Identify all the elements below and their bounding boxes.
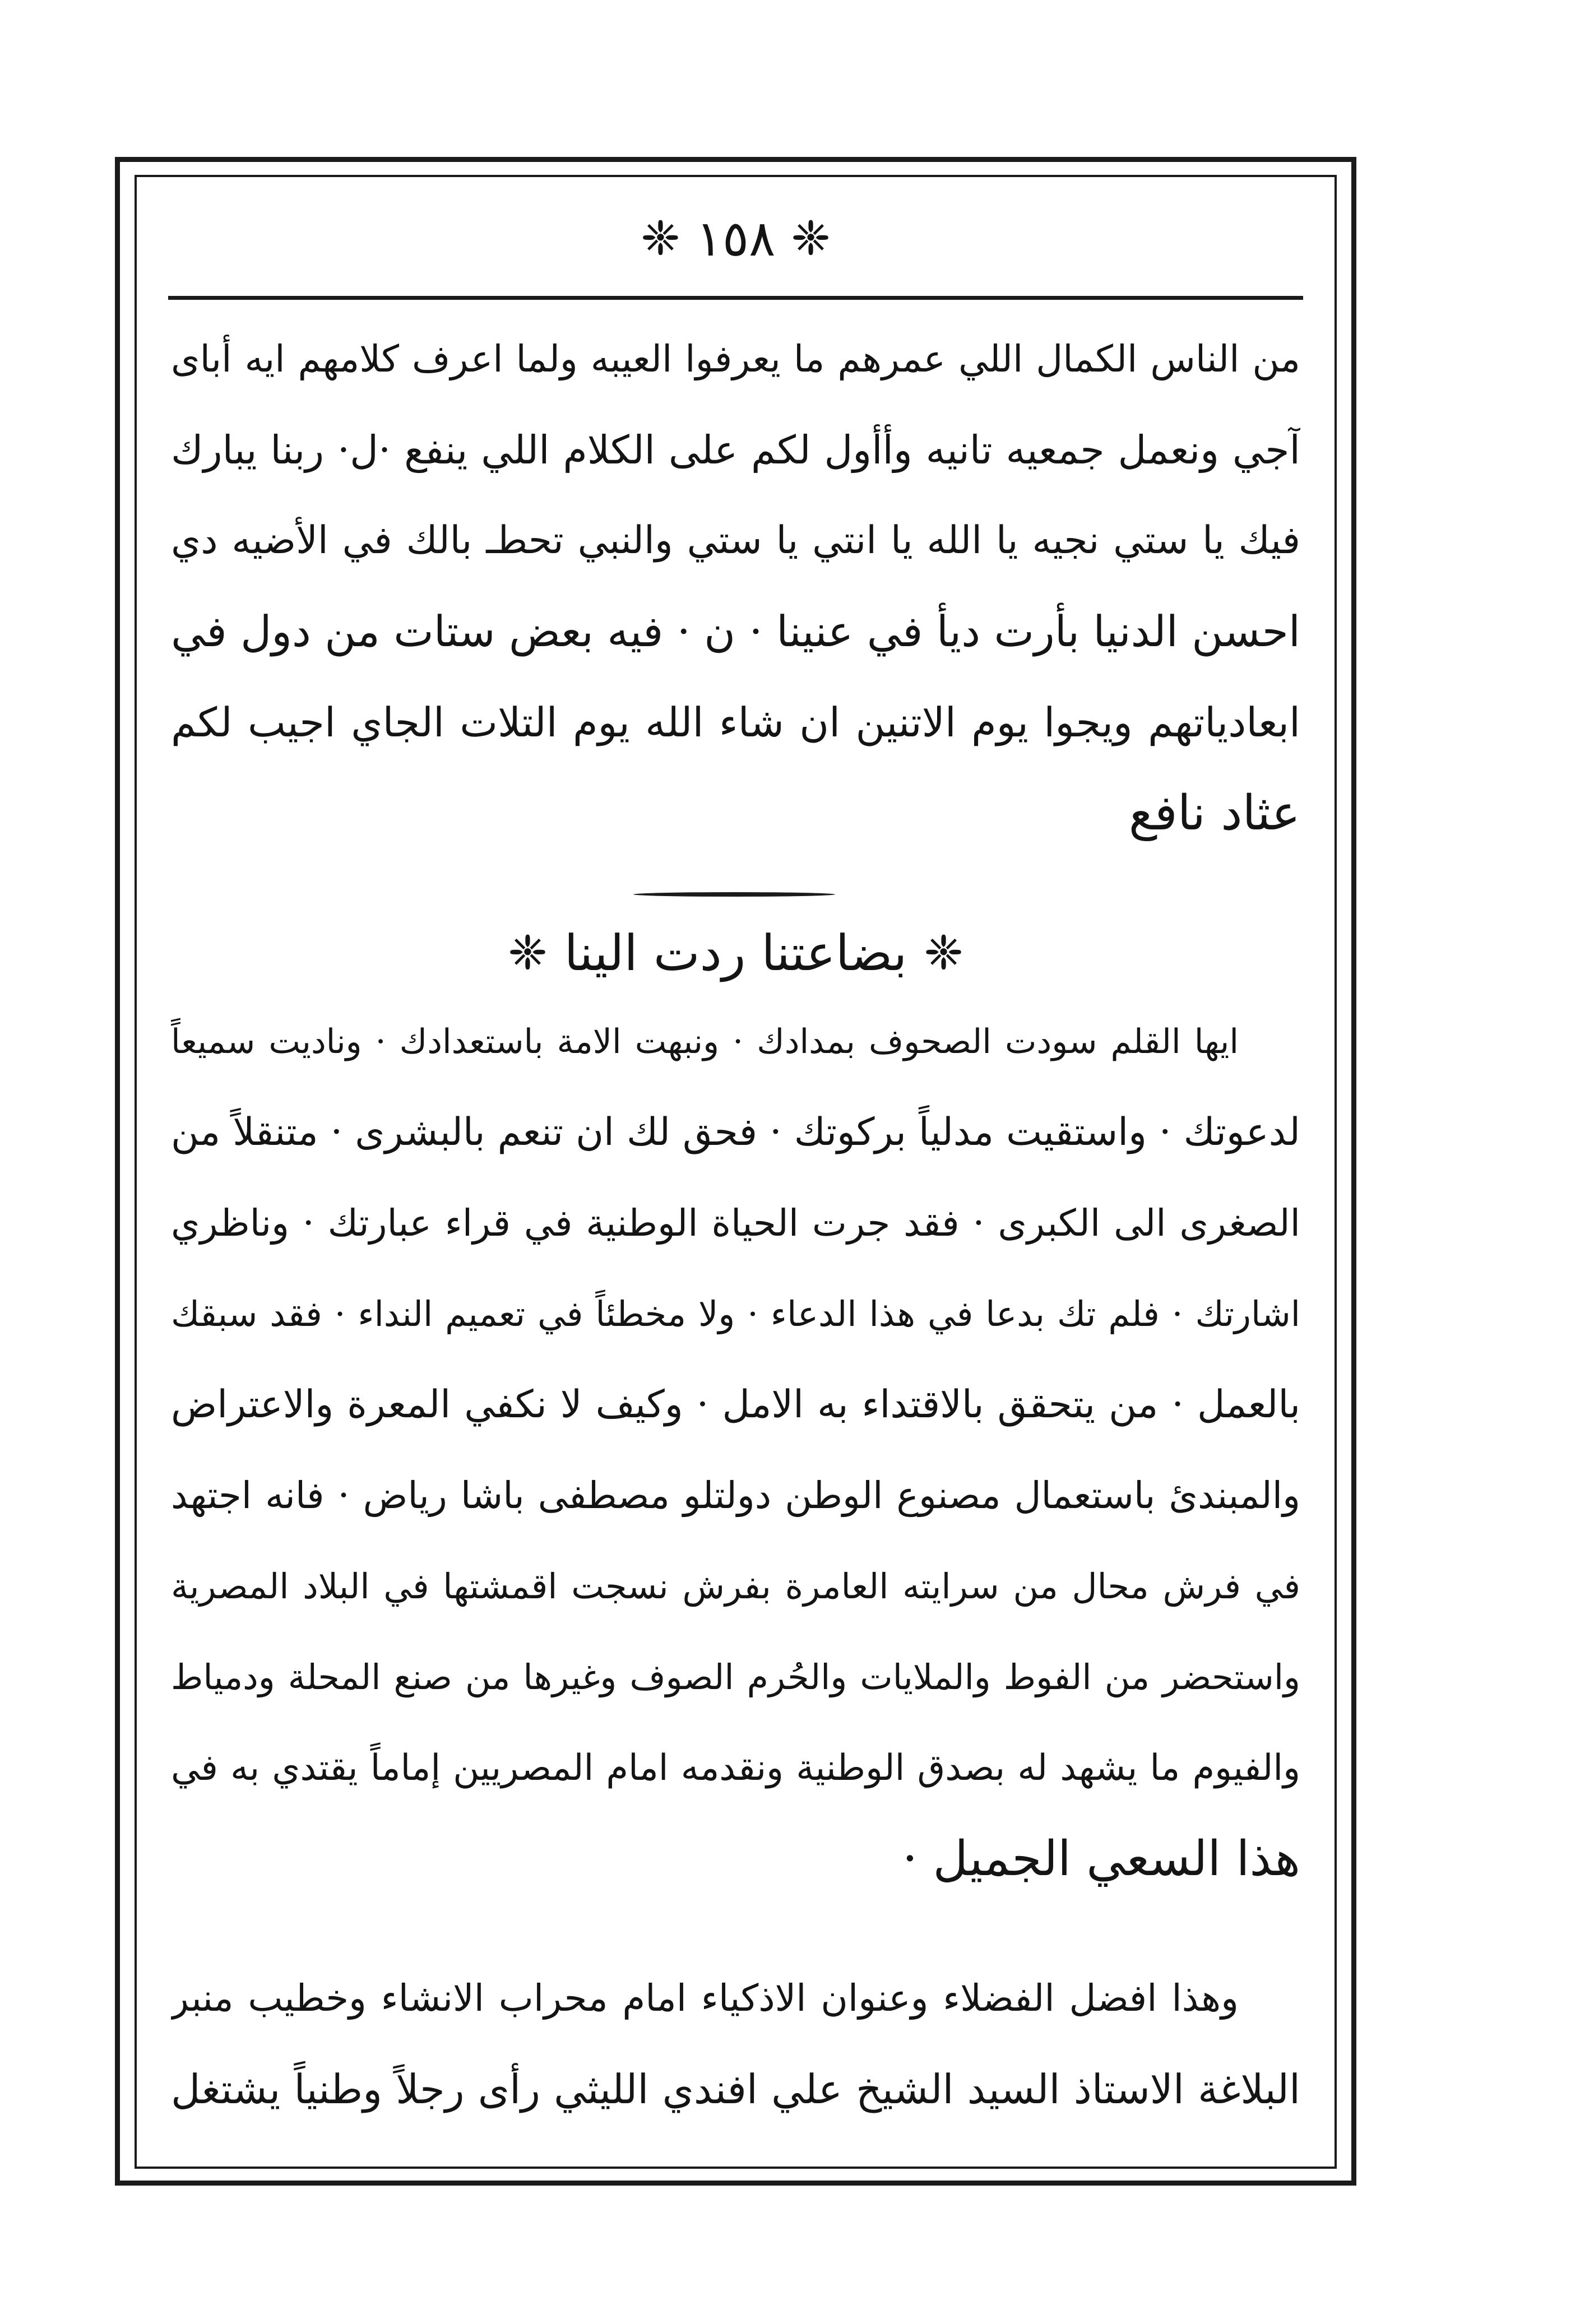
ornament-icon: ❈ (791, 211, 831, 266)
text-line: البلاغة الاستاذ السيد الشيخ علي افندي الليثي رأى رجلاً وطنياً يشتغل (171, 2066, 1300, 2113)
paragraph-continued (171, 314, 1300, 859)
header-rule (168, 296, 1303, 300)
text-line: والمبندئ باستعمال مصنوع الوطن دولتلو مصطفى باشا رياض · فانه اجتهد (171, 1474, 1300, 1517)
text-line: من الناس الكمال اللي عمرهم ما يعرفوا العيبه ولما اعرف كلامهم ايه أباى (171, 337, 1300, 381)
text-line: الصغرى الى الكبرى · فقد جرت الحياة الوطنية في قراء عبارتك · وناظري (171, 1202, 1300, 1245)
text-line: لدعوتك · واستقيت مدلياً بركوتك · فحق لك ان تنعم بالبشرى · متنقلاً من (171, 1110, 1300, 1154)
ornament-icon: ❈ (924, 925, 963, 980)
text-line: بالعمل · من يتحقق بالاقتداء به الامل · وكيف لا نكفي المعرة والاعتراض (171, 1383, 1300, 1427)
text-line: فيك يا ستي نجيه يا الله يا انتي يا ستي والنبي تحطـ بالك في الأضيه دي (171, 518, 1300, 563)
text-line: واستحضر من الفوط والملايات والحُرم الصوف وغيرها من صنع المحلة ودمياط (171, 1657, 1300, 1697)
text-line: ايها القلم سودت الصحوف بمدادك · ونبهت الامة باستعدادك · وناديت سميعاً (171, 1022, 1239, 1061)
text-line: احسن الدنيا بأرت ديأ في عنينا · ن · فيه بعض ستات من دول في (171, 606, 1300, 656)
text-line: آجي ونعمل جمعيه تانيه وأأول لكم على الكلام اللي ينفع ·ل· ربنا يبارك (171, 427, 1300, 473)
section-divider (633, 892, 835, 897)
page-header (135, 207, 1337, 269)
text-line: والفيوم ما يشهد له بصدق الوطنية ونقدمه امام المصريين إماماً يقتدي به في (171, 1747, 1300, 1789)
text-line: في فرش محال من سرايته العامرة بفرش نسجت اقمشتها في البلاد المصرية (171, 1566, 1300, 1607)
page-number: ١٥٨ (696, 209, 776, 267)
paragraph-article (171, 996, 1300, 1904)
paragraph-next (171, 1953, 1300, 2135)
section-title-text: بضاعتنا ردت الينا (564, 924, 907, 982)
text-line: وهذا افضل الفضلاء وعنوان الاذكياء امام محراب الانشاء وخطيب منبر (171, 1977, 1239, 2020)
text-line: عثاد نافع (1128, 785, 1300, 841)
section-title (135, 919, 1337, 986)
text-line: اشارتك · فلم تك بدعا في هذا الدعاء · ولا مخطئاً في تعميم النداء · فقد سبقك (171, 1293, 1300, 1334)
ornament-icon: ❈ (641, 211, 680, 266)
text-line: ابعادياتهم ويجوا يوم الاتنين ان شاء الله يوم التلات الجاي اجيب لكم (171, 699, 1300, 746)
ornament-icon: ❈ (508, 925, 548, 980)
text-line: هذا السعي الجميل · (902, 1831, 1300, 1887)
